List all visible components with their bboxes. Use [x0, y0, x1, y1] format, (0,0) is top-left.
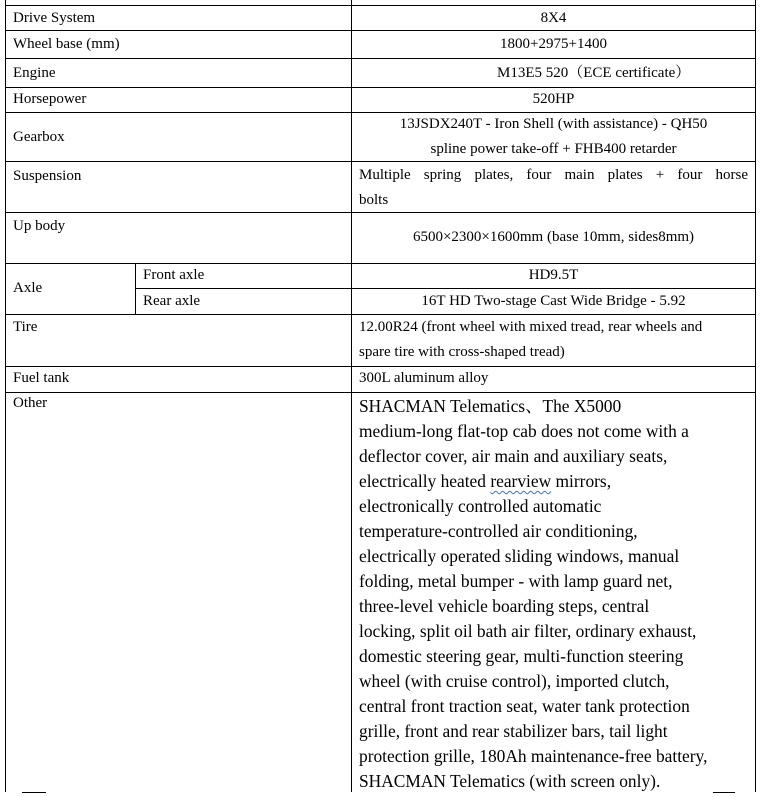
- other-line: central front traction seat, water tank protection: [359, 696, 690, 716]
- value-drive-system: 8X4: [540, 10, 567, 26]
- label-front-axle: Front axle: [143, 267, 205, 283]
- value-gearbox-line-1: 13JSDX240T - Iron Shell (with assistance) - QH50: [399, 116, 708, 132]
- label-wheel-base: Wheel base (mm): [13, 36, 120, 52]
- right-border: [755, 0, 756, 792]
- value-tire-line-2: spare tire with cross-shaped tread): [359, 344, 565, 360]
- other-line: grille, front and rear stabilizer bars, tail light: [359, 721, 668, 741]
- label-axle: Axle: [13, 280, 43, 296]
- label-drive-system: Drive System: [13, 10, 96, 26]
- other-line: deflector cover, air main and auxiliary seats,: [359, 446, 668, 466]
- other-line: electrically operated sliding windows, manual: [359, 546, 680, 566]
- label-gearbox: Gearbox: [13, 129, 65, 145]
- label-horsepower: Horsepower: [13, 91, 87, 107]
- other-line-end: mirrors,: [551, 471, 612, 491]
- label-fuel-tank: Fuel tank: [13, 370, 70, 386]
- other-line: domestic steering gear, multi-function steering: [359, 646, 684, 666]
- value-tire-line-1: 12.00R24 (front wheel with mixed tread, rear wheels and: [359, 319, 703, 335]
- other-line: SHACMAN Telematics、The X5000: [359, 396, 622, 416]
- other-line: three-level vehicle boarding steps, central: [359, 596, 650, 616]
- value-rear-axle: 16T HD Two-stage Cast Wide Bridge - 5.92: [421, 293, 686, 309]
- other-line: locking, split oil bath air filter, ordinary exhaust,: [359, 621, 697, 641]
- other-line-start: electrically heated: [359, 471, 491, 491]
- value-suspension-line-2: bolts: [359, 192, 389, 208]
- other-line: medium-long flat-top cab does not come with a: [359, 421, 689, 441]
- label-tire: Tire: [13, 319, 38, 335]
- value-up-body: 6500×2300×1600mm (base 10mm, sides8mm): [412, 229, 695, 245]
- label-rear-axle: Rear axle: [143, 293, 201, 309]
- other-line: SHACMAN Telematics (with screen only).: [359, 771, 661, 791]
- label-other: Other: [13, 395, 48, 411]
- value-front-axle: HD9.5T: [528, 267, 579, 283]
- label-engine: Engine: [13, 65, 56, 81]
- value-gearbox-line-2: spline power take-off + FHB400 retarder: [430, 141, 677, 157]
- row-line: [5, 392, 756, 393]
- label-suspension: Suspension: [13, 168, 82, 184]
- other-line: electronically controlled automatic: [359, 496, 602, 516]
- next-row-fragment: [22, 792, 46, 793]
- value-horsepower: 520HP: [532, 91, 575, 107]
- value-other: [359, 394, 749, 794]
- value-wheel-base: 1800+2975+1400: [500, 36, 607, 52]
- label-up-body: Up body: [13, 218, 66, 234]
- value-suspension-line-1: Multiple spring plates, four main plates + four horse: [359, 167, 748, 183]
- spellcheck-word: rearview: [490, 471, 552, 491]
- other-line: protection grille, 180Ah maintenance-free battery,: [359, 746, 708, 766]
- value-engine: M13E5 520（ECE certificate）: [497, 65, 691, 81]
- other-line: folding, metal bumper - with lamp guard net,: [359, 571, 673, 591]
- other-line: temperature-controlled air conditioning,: [359, 521, 638, 541]
- row-line: [5, 58, 756, 59]
- left-border: [5, 0, 6, 792]
- value-fuel-tank: 300L aluminum alloy: [359, 370, 489, 386]
- other-line: [359, 469, 749, 494]
- other-line: wheel (with cruise control), imported clutch,: [359, 671, 670, 691]
